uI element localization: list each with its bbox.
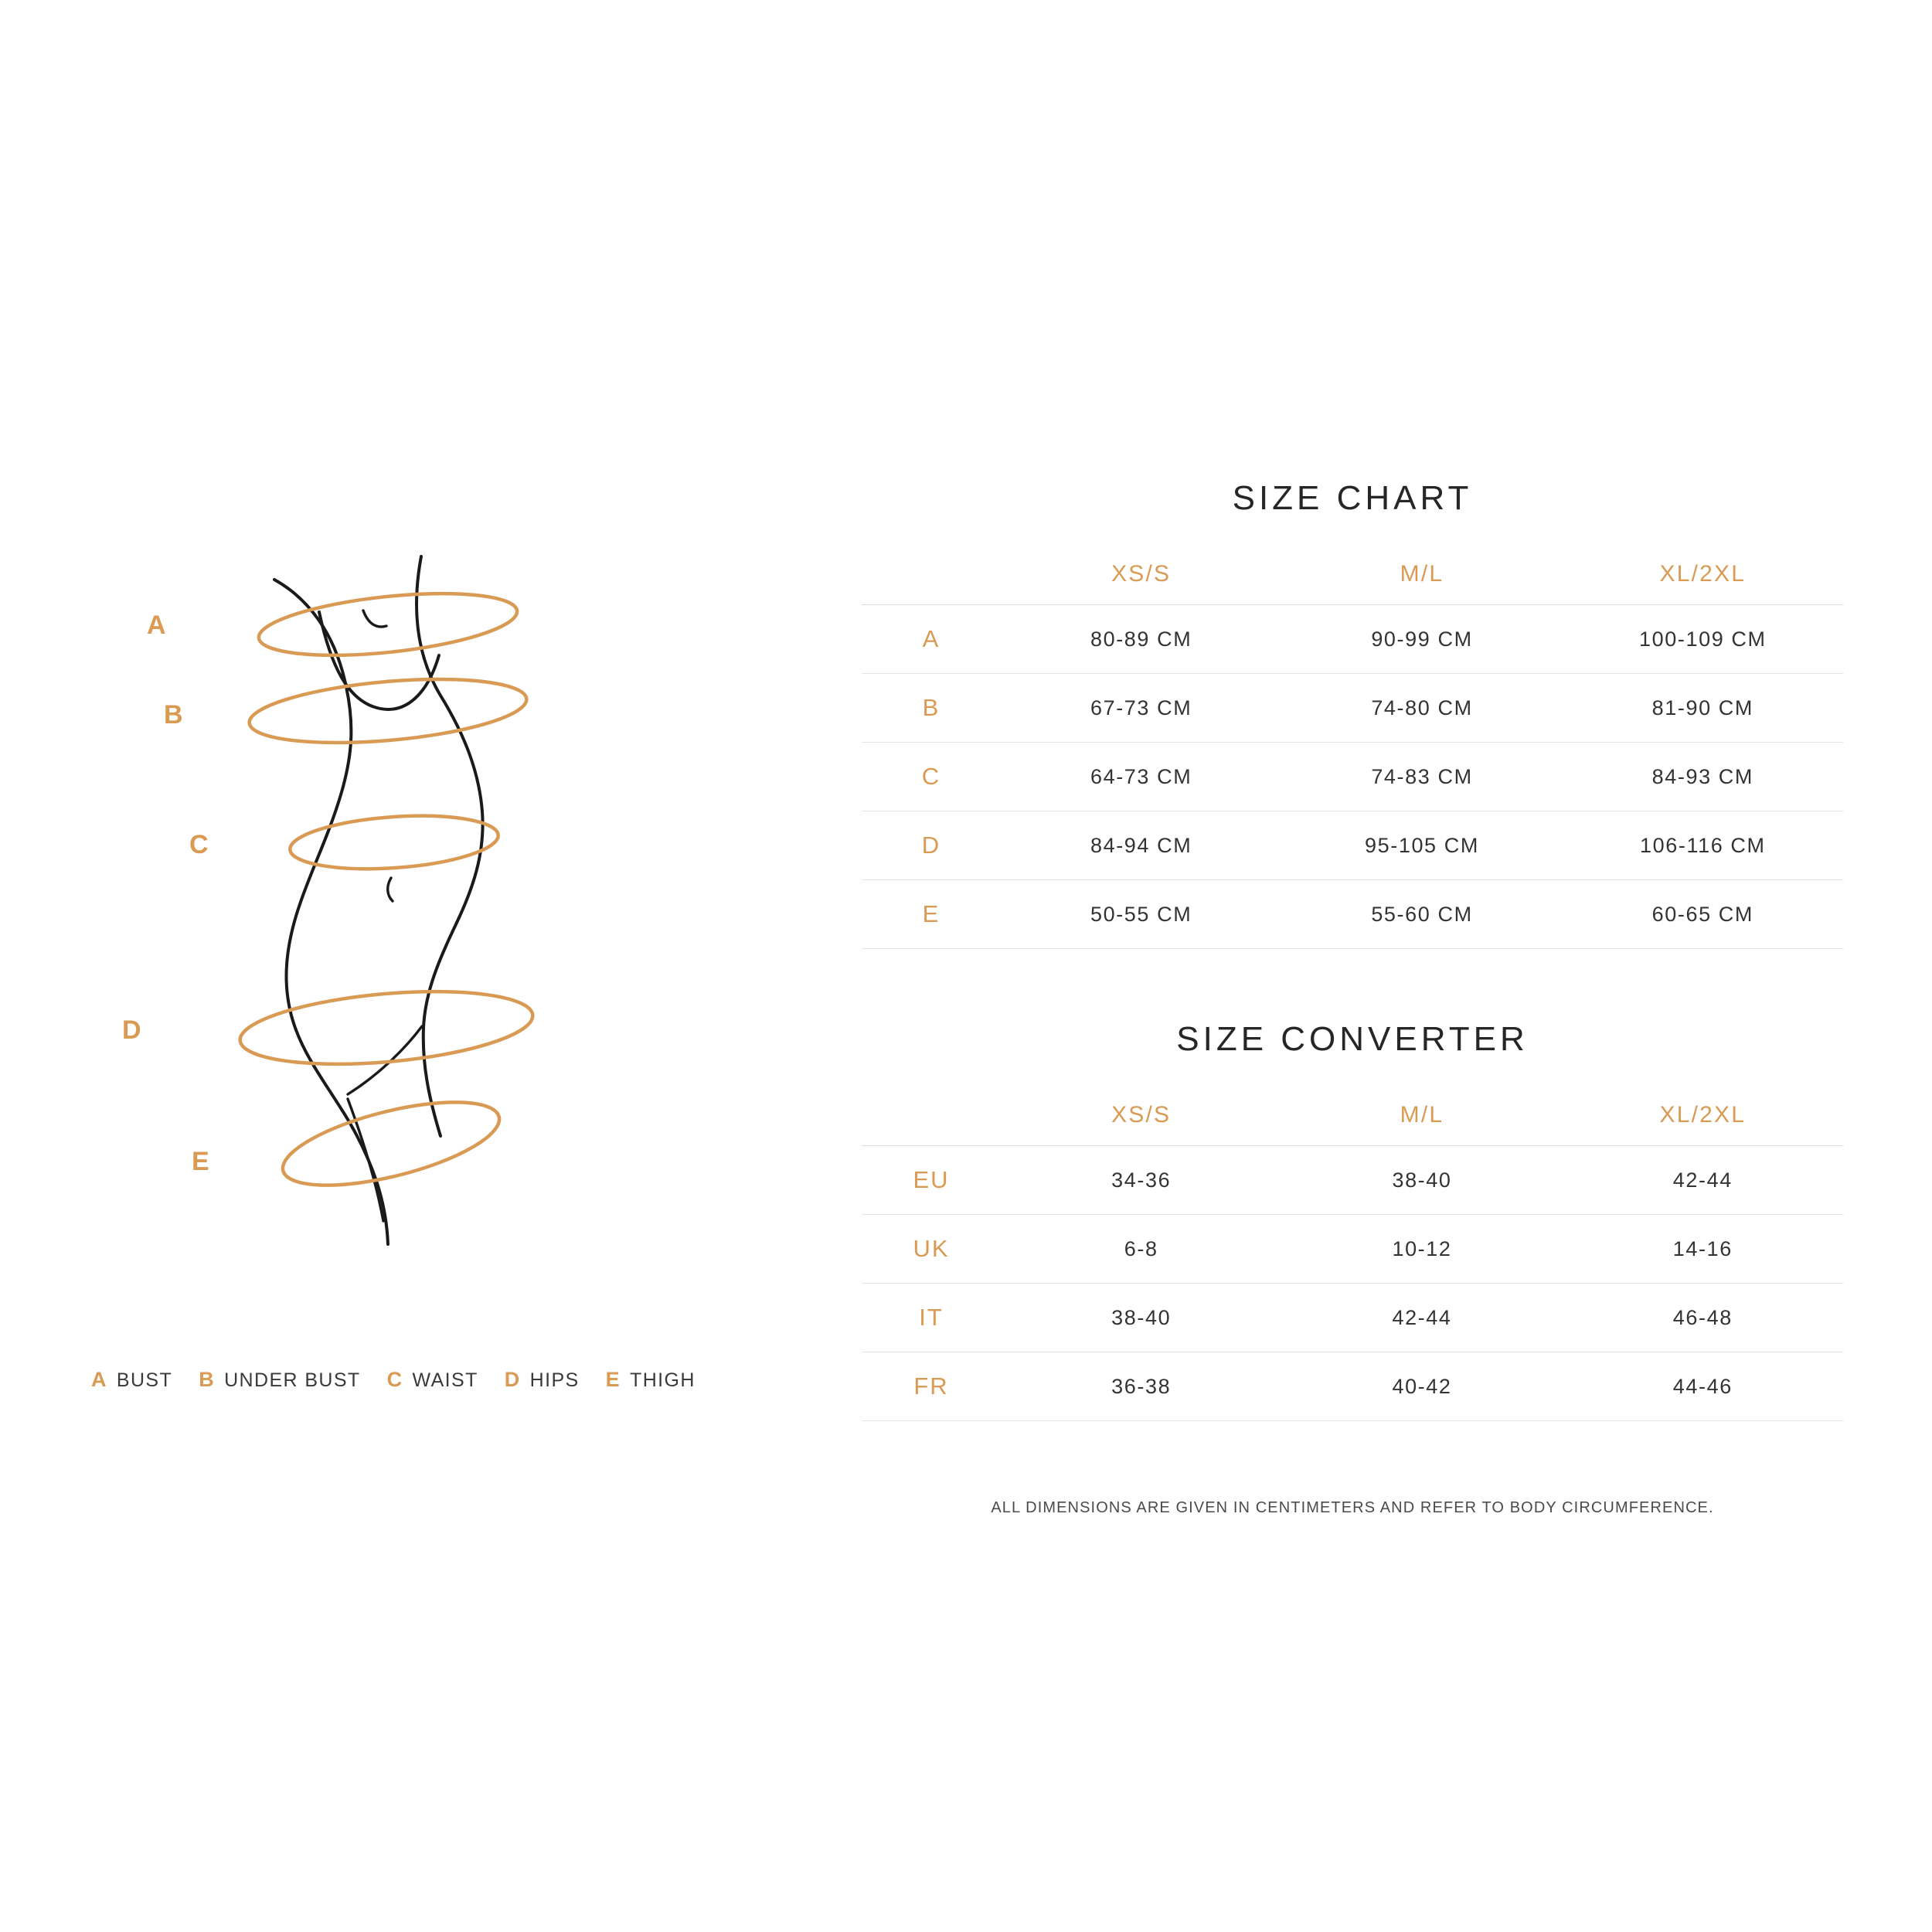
row-key-it: IT — [919, 1304, 944, 1331]
row-key-b: B — [922, 694, 940, 721]
column-header-m-l: M/L — [1281, 544, 1562, 605]
cell-eu-m-l: 38-40 — [1392, 1168, 1452, 1192]
column-header-blank — [862, 544, 1001, 605]
body-measurement-illustration — [116, 526, 734, 1298]
legend-item-c — [387, 1368, 478, 1392]
cell-c-xl-2xl: 84-93 CM — [1651, 764, 1753, 788]
legend-label-b: UNDER BUST — [224, 1369, 361, 1391]
row-key-uk: UK — [913, 1235, 950, 1262]
size-converter-table — [862, 1085, 1843, 1421]
converter-column-header-xs-s: XS/S — [1001, 1085, 1281, 1146]
table-row — [862, 605, 1843, 674]
cell-fr-xs-s: 36-38 — [1111, 1374, 1172, 1398]
cell-e-xs-s: 50-55 CM — [1090, 902, 1192, 926]
legend-label-a: BUST — [116, 1369, 173, 1391]
tables-area — [862, 479, 1843, 1421]
cell-it-m-l: 42-44 — [1392, 1305, 1452, 1329]
legend-key-d: D — [504, 1368, 521, 1391]
cell-e-xl-2xl: 60-65 CM — [1651, 902, 1753, 926]
table-header-row — [862, 1085, 1843, 1146]
cell-a-xs-s: 80-89 CM — [1090, 627, 1192, 651]
converter-column-header-blank — [862, 1085, 1001, 1146]
legend-label-e: THIGH — [630, 1369, 696, 1391]
cell-c-xs-s: 64-73 CM — [1090, 764, 1192, 788]
footnote: ALL DIMENSIONS ARE GIVEN IN CENTIMETERS AND REFER TO BODY CIRCUMFERENCE. — [991, 1499, 1714, 1516]
cell-a-m-l: 90-99 CM — [1371, 627, 1473, 651]
legend — [91, 1368, 771, 1392]
table-row — [862, 743, 1843, 811]
cell-it-xl-2xl: 46-48 — [1672, 1305, 1733, 1329]
cell-b-m-l: 74-80 CM — [1371, 696, 1473, 719]
cell-uk-xs-s: 6-8 — [1124, 1236, 1158, 1260]
cell-uk-xl-2xl: 14-16 — [1672, 1236, 1733, 1260]
column-header-xs-s: XS/S — [1001, 544, 1281, 605]
converter-column-header-m-l: M/L — [1281, 1085, 1562, 1146]
cell-d-xs-s: 84-94 CM — [1090, 833, 1192, 857]
legend-item-e — [606, 1368, 696, 1392]
cell-it-xs-s: 38-40 — [1111, 1305, 1172, 1329]
legend-key-a: A — [91, 1368, 107, 1391]
legend-label-c: WAIST — [412, 1369, 478, 1391]
legend-item-b — [199, 1368, 360, 1392]
table-row — [862, 1146, 1843, 1215]
illustration-label-a: A — [147, 611, 167, 640]
row-key-d: D — [921, 832, 941, 859]
section-spacer — [862, 949, 1843, 1020]
table-row — [862, 674, 1843, 743]
converter-column-header-xl-2xl: XL/2XL — [1563, 1085, 1843, 1146]
cell-d-xl-2xl: 106-116 CM — [1640, 833, 1766, 857]
size-chart-title: SIZE CHART — [1232, 479, 1473, 517]
size-chart-table — [862, 544, 1843, 949]
cell-c-m-l: 74-83 CM — [1371, 764, 1473, 788]
cell-d-m-l: 95-105 CM — [1365, 833, 1479, 857]
cell-eu-xl-2xl: 42-44 — [1672, 1168, 1733, 1192]
legend-key-e: E — [605, 1368, 621, 1391]
row-key-a: A — [922, 625, 940, 652]
legend-item-a — [91, 1368, 172, 1392]
legend-key-b: B — [199, 1368, 216, 1391]
table-row — [862, 1352, 1843, 1421]
row-key-c: C — [921, 763, 941, 790]
cell-b-xl-2xl: 81-90 CM — [1651, 696, 1753, 719]
row-key-eu: EU — [913, 1166, 950, 1193]
legend-key-c: C — [386, 1368, 403, 1391]
illustration-label-c: C — [189, 830, 209, 859]
cell-fr-m-l: 40-42 — [1392, 1374, 1452, 1398]
illustration-label-d: D — [122, 1015, 142, 1045]
cell-e-m-l: 55-60 CM — [1371, 902, 1473, 926]
legend-item-d — [505, 1368, 580, 1392]
cell-b-xs-s: 67-73 CM — [1090, 696, 1192, 719]
row-key-fr: FR — [913, 1372, 949, 1400]
illustration-label-e: E — [192, 1147, 210, 1176]
cell-uk-m-l: 10-12 — [1392, 1236, 1452, 1260]
table-row — [862, 1284, 1843, 1352]
table-row — [862, 811, 1843, 880]
cell-eu-xs-s: 34-36 — [1111, 1168, 1172, 1192]
illustration-label-b: B — [164, 700, 184, 730]
column-header-xl-2xl: XL/2XL — [1563, 544, 1843, 605]
row-key-e: E — [922, 900, 940, 927]
cell-a-xl-2xl: 100-109 CM — [1639, 627, 1767, 651]
cell-fr-xl-2xl: 44-46 — [1672, 1374, 1733, 1398]
table-header-row — [862, 544, 1843, 605]
table-row — [862, 1215, 1843, 1284]
table-row — [862, 880, 1843, 949]
size-converter-title: SIZE CONVERTER — [1176, 1020, 1529, 1058]
legend-label-d: HIPS — [529, 1369, 580, 1391]
